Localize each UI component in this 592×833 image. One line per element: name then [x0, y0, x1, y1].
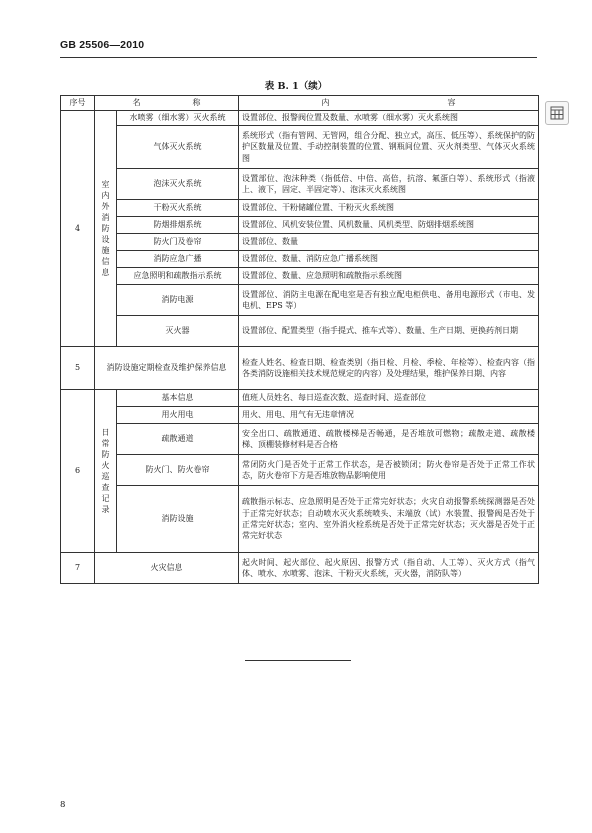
item-name: 水喷雾（细水雾）灭火系统 [117, 111, 239, 126]
item-name: 应急照明和疏散指示系统 [117, 268, 239, 285]
standard-code: GB 25506—2010 [60, 39, 145, 51]
item-content: 常闭防火门是否处于正常工作状态，是否被锁闭；防火卷帘是否处于正常工作状态，防火卷帘下方是否堆放物品影响使用 [239, 455, 539, 486]
item-content: 安全出口、疏散通道、疏散楼梯是否畅通，是否堆放可燃物；疏散走道、疏散楼梯、顶棚装修材料是否合格 [239, 424, 539, 455]
item-content: 系统形式（指有管网、无管网，组合分配、独立式，高压、低压等）、系统保护的防护区数量及位置、手动控制装置的位置、钢瓶间位置、灭火剂类型、气体灭火系统图 [239, 126, 539, 169]
row-number: 4 [61, 111, 95, 347]
item-content: 设置部位、配置类型（指手提式、推车式等）、数量、生产日期、更换药剂日期 [239, 316, 539, 347]
table-row [61, 169, 539, 200]
page-number: 8 [60, 800, 66, 810]
spec-table [60, 95, 539, 584]
item-content: 设置部位、风机安装位置、风机数量、风机类型、防烟排烟系统图 [239, 217, 539, 234]
table-row [61, 316, 539, 347]
table-row [61, 455, 539, 486]
table-row [61, 234, 539, 251]
item-name: 消防应急广播 [117, 251, 239, 268]
table-header-row [61, 96, 539, 111]
item-content: 设置部位、数量、应急照明和疏散指示系统图 [239, 268, 539, 285]
col-header-name: 名 称 [95, 96, 239, 111]
item-name: 消防设施定期检查及维护保养信息 [95, 347, 239, 390]
item-content: 设置部位、数量 [239, 234, 539, 251]
item-name: 泡沫灭火系统 [117, 169, 239, 200]
item-name: 消防设施 [117, 486, 239, 553]
item-name: 防火门、防火卷帘 [117, 455, 239, 486]
item-content: 设置部位、数量、消防应急广播系统图 [239, 251, 539, 268]
grid-icon[interactable] [545, 101, 569, 125]
item-name: 防烟排烟系统 [117, 217, 239, 234]
item-content: 检查人姓名、检查日期、检查类别（指日检、月检、季检、年检等）、检查内容（指各类消防设施相关技术规范规定的内容）及处理结果，维护保养日期、内容 [239, 347, 539, 390]
table-row [61, 251, 539, 268]
col-header-content: 内 容 [239, 96, 539, 111]
table-caption: 表 B. 1（续） [264, 81, 328, 92]
table-row [61, 268, 539, 285]
table-row [61, 390, 539, 407]
table-row [61, 285, 539, 316]
table-row [61, 347, 539, 390]
item-content: 设置部位、消防主电源在配电室是否有独立配电柜供电、备用电源形式（市电、发电机、EPS 等） [239, 285, 539, 316]
item-content: 设置部位、报警阀位置及数量、水喷雾（细水雾）灭火系统图 [239, 111, 539, 126]
table-row [61, 407, 539, 424]
item-content: 疏散指示标志、应急照明是否处于正常完好状态；火灾自动报警系统探测器是否处于正常完好状态；自动喷水灭火系统喷头、末端放（试）水装置、报警阀是否处于正常完好状态；室内、室外消火栓系统是否处于正常完好状态；灭火器是否处于正常完好状态 [239, 486, 539, 553]
item-name: 火灾信息 [95, 553, 239, 584]
category-cell: 室内外消防设施信息 [95, 111, 117, 347]
item-name: 灭火器 [117, 316, 239, 347]
grid-icon-glyph [550, 106, 564, 120]
item-name: 基本信息 [117, 390, 239, 407]
table-row [61, 424, 539, 455]
item-name: 防火门及卷帘 [117, 234, 239, 251]
col-header-no: 序号 [61, 96, 95, 111]
header-rule [60, 57, 537, 58]
item-name: 干粉灭火系统 [117, 200, 239, 217]
item-content: 起火时间、起火部位、起火原因、报警方式（指自动、人工等）、灭火方式（指气体、喷水、水喷雾、泡沫、干粉灭火系统，灭火器，消防队等） [239, 553, 539, 584]
category-cell: 日常防火巡查记录 [95, 390, 117, 553]
table-row [61, 200, 539, 217]
item-content: 设置部位、泡沫种类（指低倍、中倍、高倍，抗溶、氟蛋白等）、系统形式（指液上、液下，固定、半固定等）、泡沫灭火系统图 [239, 169, 539, 200]
item-name: 消防电源 [117, 285, 239, 316]
item-content: 值班人员姓名、每日巡查次数、巡查时间、巡查部位 [239, 390, 539, 407]
table-row [61, 486, 539, 553]
table-row [61, 217, 539, 234]
item-content: 用火、用电、用气有无违章情况 [239, 407, 539, 424]
item-name: 用火用电 [117, 407, 239, 424]
row-number: 7 [61, 553, 95, 584]
item-content: 设置部位、干粉储罐位置、干粉灭火系统图 [239, 200, 539, 217]
table-row [61, 553, 539, 584]
table-row [61, 111, 539, 126]
table-row [61, 126, 539, 169]
item-name: 疏散通道 [117, 424, 239, 455]
end-rule [245, 660, 351, 661]
item-name: 气体灭火系统 [117, 126, 239, 169]
row-number: 5 [61, 347, 95, 390]
row-number: 6 [61, 390, 95, 553]
